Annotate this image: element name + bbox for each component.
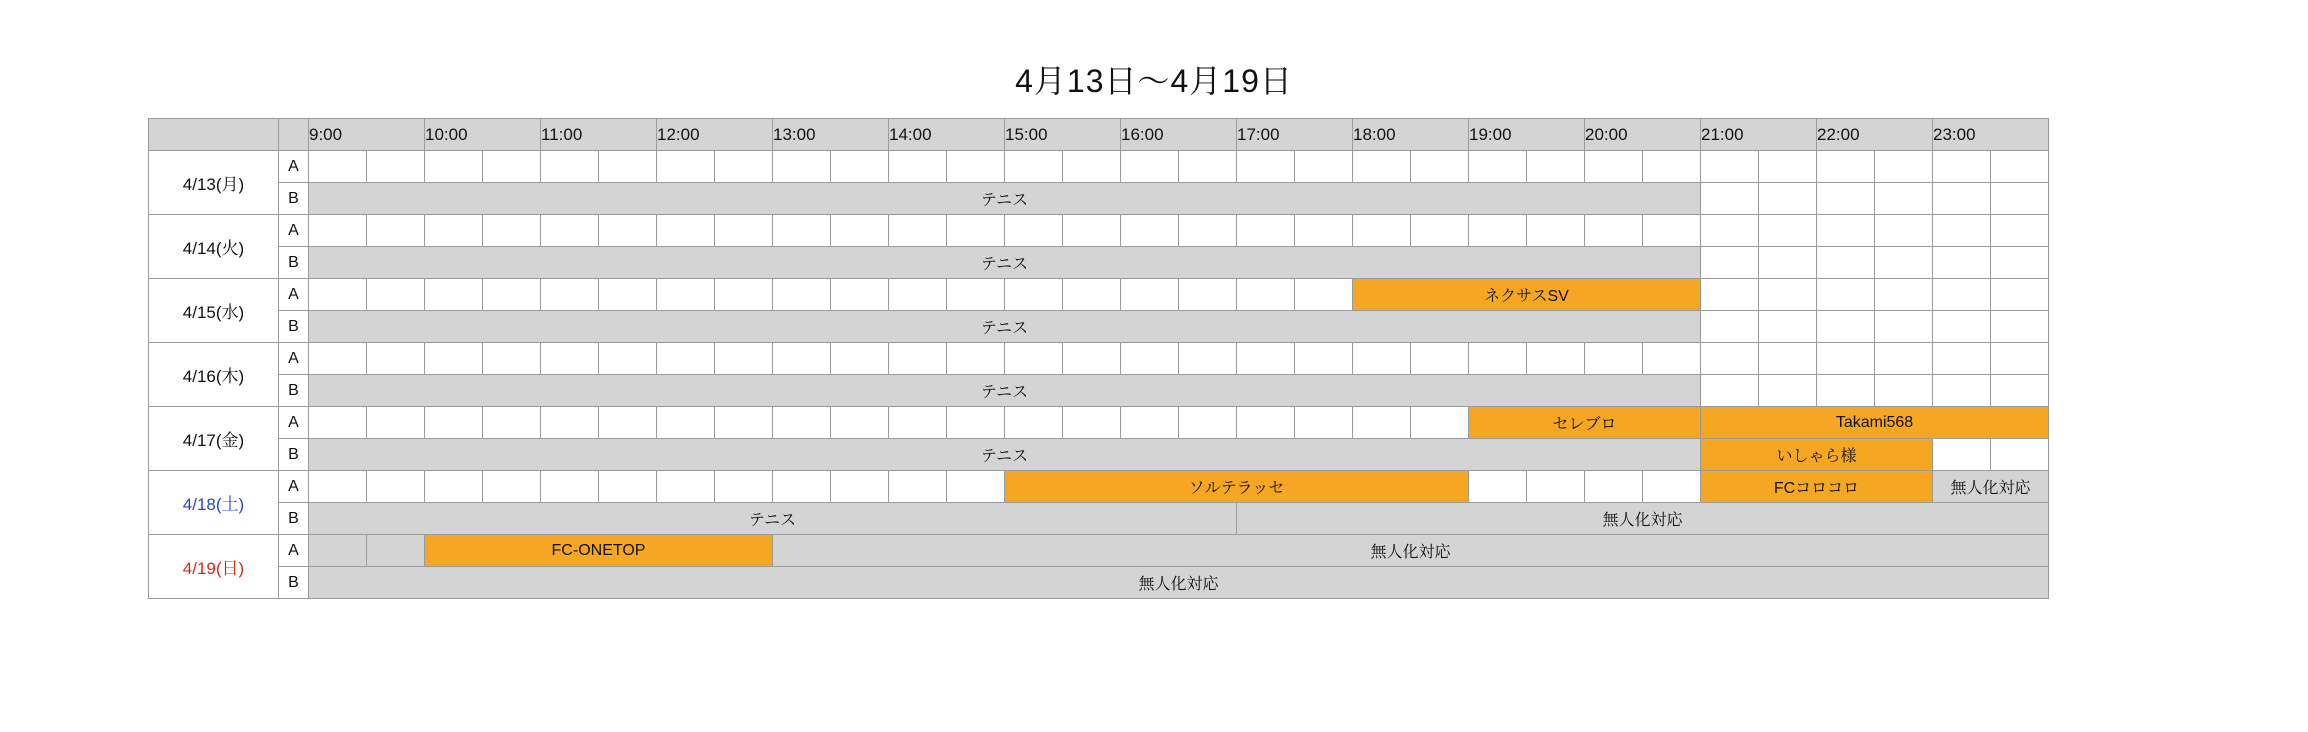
- time-slot[interactable]: [657, 215, 715, 247]
- time-slot[interactable]: [1759, 215, 1817, 247]
- time-slot[interactable]: [1469, 215, 1527, 247]
- time-slot[interactable]: [889, 471, 947, 503]
- time-slot[interactable]: [715, 343, 773, 375]
- closed-block[interactable]: テニス: [309, 375, 1701, 407]
- closed-block[interactable]: テニス: [309, 183, 1701, 215]
- time-slot[interactable]: [1585, 151, 1643, 183]
- time-slot[interactable]: [599, 151, 657, 183]
- table-row: [149, 471, 2049, 503]
- time-header-1100: 11:00: [541, 119, 657, 151]
- time-slot[interactable]: [309, 151, 367, 183]
- time-slot[interactable]: [1469, 471, 1527, 503]
- time-slot[interactable]: [1875, 343, 1933, 375]
- time-slot[interactable]: [1585, 343, 1643, 375]
- time-slot[interactable]: [1121, 215, 1179, 247]
- date-cell: 4/17(金): [149, 407, 279, 471]
- time-slot[interactable]: [483, 471, 541, 503]
- time-slot[interactable]: [541, 343, 599, 375]
- time-slot[interactable]: [1933, 247, 1991, 279]
- time-slot[interactable]: [1353, 215, 1411, 247]
- time-slot[interactable]: [715, 471, 773, 503]
- time-slot[interactable]: [1759, 183, 1817, 215]
- time-slot[interactable]: [1991, 375, 2049, 407]
- time-slot[interactable]: [599, 215, 657, 247]
- time-header-2200: 22:00: [1817, 119, 1933, 151]
- time-slot[interactable]: [657, 471, 715, 503]
- time-slot[interactable]: [541, 471, 599, 503]
- schedule-header: [149, 119, 2049, 151]
- time-slot[interactable]: [1991, 311, 2049, 343]
- time-slot[interactable]: [309, 407, 367, 439]
- time-slot[interactable]: [1237, 215, 1295, 247]
- closed-block[interactable]: 無人化対応: [309, 567, 2049, 599]
- time-slot[interactable]: [1411, 215, 1469, 247]
- time-slot[interactable]: [367, 279, 425, 311]
- time-slot[interactable]: [947, 343, 1005, 375]
- time-slot[interactable]: [657, 279, 715, 311]
- time-slot[interactable]: [831, 407, 889, 439]
- time-slot[interactable]: [425, 151, 483, 183]
- time-slot[interactable]: [1527, 151, 1585, 183]
- time-slot[interactable]: [309, 343, 367, 375]
- time-slot[interactable]: [309, 535, 367, 567]
- time-slot[interactable]: [599, 471, 657, 503]
- time-slot[interactable]: [1005, 343, 1063, 375]
- court-cell: A: [279, 471, 309, 503]
- time-slot[interactable]: [1933, 183, 1991, 215]
- court-cell: B: [279, 183, 309, 215]
- closed-block[interactable]: 無人化対応: [1933, 471, 2049, 503]
- time-slot[interactable]: [1237, 343, 1295, 375]
- time-slot[interactable]: [483, 279, 541, 311]
- time-slot[interactable]: [1701, 151, 1759, 183]
- booking-block[interactable]: FCコロコロ: [1701, 471, 1933, 503]
- time-slot[interactable]: [599, 343, 657, 375]
- time-slot[interactable]: [1179, 343, 1237, 375]
- time-slot[interactable]: [1295, 407, 1353, 439]
- time-slot[interactable]: [1701, 311, 1759, 343]
- time-slot[interactable]: [1585, 471, 1643, 503]
- weekly-schedule-table: [148, 118, 2049, 599]
- time-slot[interactable]: [1817, 151, 1875, 183]
- time-slot[interactable]: [1411, 407, 1469, 439]
- time-slot[interactable]: [367, 407, 425, 439]
- time-slot[interactable]: [1527, 471, 1585, 503]
- time-slot[interactable]: [425, 215, 483, 247]
- time-slot[interactable]: [483, 407, 541, 439]
- time-slot[interactable]: [1179, 151, 1237, 183]
- time-slot[interactable]: [715, 215, 773, 247]
- time-slot[interactable]: [1759, 343, 1817, 375]
- time-header-1900: 19:00: [1469, 119, 1585, 151]
- closed-block[interactable]: テニス: [309, 311, 1701, 343]
- time-slot[interactable]: [541, 279, 599, 311]
- time-slot[interactable]: [889, 407, 947, 439]
- time-slot[interactable]: [1875, 247, 1933, 279]
- time-slot[interactable]: [1933, 439, 1991, 471]
- table-row: [149, 151, 2049, 183]
- time-slot[interactable]: [483, 343, 541, 375]
- booking-block[interactable]: セレブロ: [1469, 407, 1701, 439]
- table-row: [149, 311, 2049, 343]
- time-header-1600: 16:00: [1121, 119, 1237, 151]
- closed-block[interactable]: 無人化対応: [1237, 503, 2049, 535]
- court-cell: B: [279, 567, 309, 599]
- court-cell: A: [279, 343, 309, 375]
- time-slot[interactable]: [1063, 407, 1121, 439]
- time-slot[interactable]: [1759, 279, 1817, 311]
- court-cell: B: [279, 311, 309, 343]
- time-slot[interactable]: [1237, 407, 1295, 439]
- time-slot[interactable]: [1005, 279, 1063, 311]
- table-row: [149, 439, 2049, 471]
- time-slot[interactable]: [1063, 215, 1121, 247]
- time-slot[interactable]: [1643, 215, 1701, 247]
- time-header-1300: 13:00: [773, 119, 889, 151]
- time-slot[interactable]: [1933, 151, 1991, 183]
- court-cell: B: [279, 439, 309, 471]
- court-cell: A: [279, 535, 309, 567]
- time-slot[interactable]: [1063, 279, 1121, 311]
- time-slot[interactable]: [1179, 215, 1237, 247]
- time-slot[interactable]: [1759, 375, 1817, 407]
- time-slot[interactable]: [1991, 343, 2049, 375]
- time-slot[interactable]: [599, 279, 657, 311]
- time-slot[interactable]: [1295, 343, 1353, 375]
- date-cell: 4/15(水): [149, 279, 279, 343]
- time-header-2000: 20:00: [1585, 119, 1701, 151]
- time-slot[interactable]: [831, 151, 889, 183]
- time-slot[interactable]: [1817, 343, 1875, 375]
- time-slot[interactable]: [483, 151, 541, 183]
- booking-block[interactable]: いしゃら様: [1701, 439, 1933, 471]
- time-slot[interactable]: [1817, 215, 1875, 247]
- time-slot[interactable]: [1817, 183, 1875, 215]
- time-header-1800: 18:00: [1353, 119, 1469, 151]
- time-header-1500: 15:00: [1005, 119, 1121, 151]
- time-slot[interactable]: [1817, 247, 1875, 279]
- time-slot[interactable]: [1701, 375, 1759, 407]
- time-header-1700: 17:00: [1237, 119, 1353, 151]
- date-cell: 4/13(月): [149, 151, 279, 215]
- time-slot[interactable]: [1005, 151, 1063, 183]
- time-slot[interactable]: [831, 279, 889, 311]
- time-slot[interactable]: [309, 471, 367, 503]
- time-slot[interactable]: [1933, 375, 1991, 407]
- court-cell: A: [279, 215, 309, 247]
- time-slot[interactable]: [1701, 183, 1759, 215]
- time-slot[interactable]: [1933, 311, 1991, 343]
- table-row: [149, 343, 2049, 375]
- time-slot[interactable]: [1005, 215, 1063, 247]
- schedule-body: [149, 151, 2049, 599]
- time-slot[interactable]: [1469, 343, 1527, 375]
- time-slot[interactable]: [773, 215, 831, 247]
- time-slot[interactable]: [1701, 279, 1759, 311]
- time-header-2300: 23:00: [1933, 119, 2049, 151]
- time-slot[interactable]: [367, 215, 425, 247]
- time-slot[interactable]: [773, 343, 831, 375]
- header-court-corner: [279, 119, 309, 151]
- table-row: [149, 215, 2049, 247]
- time-slot[interactable]: [889, 151, 947, 183]
- closed-block[interactable]: テニス: [309, 439, 1701, 471]
- time-slot[interactable]: [1005, 407, 1063, 439]
- time-slot[interactable]: [1295, 215, 1353, 247]
- time-slot[interactable]: [773, 407, 831, 439]
- time-slot[interactable]: [1759, 247, 1817, 279]
- time-slot[interactable]: [425, 407, 483, 439]
- time-slot[interactable]: [831, 343, 889, 375]
- time-slot[interactable]: [367, 471, 425, 503]
- table-row: [149, 247, 2049, 279]
- date-cell: 4/18(土): [149, 471, 279, 535]
- time-slot[interactable]: [1817, 279, 1875, 311]
- table-row: [149, 375, 2049, 407]
- time-slot[interactable]: [1875, 151, 1933, 183]
- court-cell: A: [279, 407, 309, 439]
- court-cell: A: [279, 151, 309, 183]
- time-header-1200: 12:00: [657, 119, 773, 151]
- time-slot[interactable]: [1643, 471, 1701, 503]
- time-slot[interactable]: [541, 151, 599, 183]
- time-slot[interactable]: [1991, 439, 2049, 471]
- time-slot[interactable]: [1817, 375, 1875, 407]
- time-slot[interactable]: [1991, 183, 2049, 215]
- time-slot[interactable]: [715, 151, 773, 183]
- time-slot[interactable]: [1701, 247, 1759, 279]
- date-cell: 4/16(木): [149, 343, 279, 407]
- time-header-2100: 21:00: [1701, 119, 1817, 151]
- table-row: [149, 407, 2049, 439]
- page-title: 4月13日〜4月19日: [1015, 63, 1293, 99]
- table-row: [149, 535, 2049, 567]
- time-header-1000: 10:00: [425, 119, 541, 151]
- time-slot[interactable]: [1295, 151, 1353, 183]
- time-slot[interactable]: [1991, 247, 2049, 279]
- time-slot[interactable]: [773, 151, 831, 183]
- time-slot[interactable]: [425, 471, 483, 503]
- time-slot[interactable]: [1933, 215, 1991, 247]
- time-slot[interactable]: [599, 407, 657, 439]
- booking-block[interactable]: ネクサスSV: [1353, 279, 1701, 311]
- time-slot[interactable]: [715, 279, 773, 311]
- table-row: [149, 503, 2049, 535]
- time-slot[interactable]: [947, 407, 1005, 439]
- time-slot[interactable]: [831, 215, 889, 247]
- time-slot[interactable]: [309, 279, 367, 311]
- time-slot[interactable]: [1353, 151, 1411, 183]
- time-slot[interactable]: [541, 215, 599, 247]
- closed-block[interactable]: 無人化対応: [773, 535, 2049, 567]
- time-slot[interactable]: [657, 407, 715, 439]
- time-slot[interactable]: [1353, 343, 1411, 375]
- court-cell: B: [279, 375, 309, 407]
- time-slot[interactable]: [367, 535, 425, 567]
- time-slot[interactable]: [1585, 215, 1643, 247]
- time-slot[interactable]: [1295, 279, 1353, 311]
- time-slot[interactable]: [1527, 215, 1585, 247]
- time-slot[interactable]: [1933, 279, 1991, 311]
- time-slot[interactable]: [1643, 343, 1701, 375]
- time-slot[interactable]: [1353, 407, 1411, 439]
- time-slot[interactable]: [657, 343, 715, 375]
- time-slot[interactable]: [425, 343, 483, 375]
- time-slot[interactable]: [1237, 279, 1295, 311]
- time-slot[interactable]: [367, 343, 425, 375]
- time-slot[interactable]: [947, 215, 1005, 247]
- time-slot[interactable]: [1875, 215, 1933, 247]
- table-row: [149, 183, 2049, 215]
- time-slot[interactable]: [1121, 151, 1179, 183]
- time-slot[interactable]: [773, 279, 831, 311]
- time-slot[interactable]: [715, 407, 773, 439]
- time-slot[interactable]: [1701, 215, 1759, 247]
- time-slot[interactable]: [1759, 311, 1817, 343]
- time-slot[interactable]: [1817, 311, 1875, 343]
- time-slot[interactable]: [1063, 343, 1121, 375]
- time-slot[interactable]: [1875, 311, 1933, 343]
- time-slot[interactable]: [1237, 151, 1295, 183]
- closed-block[interactable]: テニス: [309, 247, 1701, 279]
- time-slot[interactable]: [1875, 375, 1933, 407]
- time-slot[interactable]: [1875, 279, 1933, 311]
- time-slot[interactable]: [1063, 151, 1121, 183]
- time-slot[interactable]: [1469, 151, 1527, 183]
- time-slot[interactable]: [889, 215, 947, 247]
- time-slot[interactable]: [1991, 215, 2049, 247]
- time-header-1400: 14:00: [889, 119, 1005, 151]
- time-slot[interactable]: [1643, 151, 1701, 183]
- booking-block[interactable]: ソルテラッセ: [1005, 471, 1469, 503]
- time-slot[interactable]: [1991, 151, 2049, 183]
- court-cell: B: [279, 247, 309, 279]
- time-slot[interactable]: [541, 407, 599, 439]
- court-cell: B: [279, 503, 309, 535]
- time-slot[interactable]: [1411, 343, 1469, 375]
- table-row: [149, 279, 2049, 311]
- header-date-corner: [149, 119, 279, 151]
- time-slot[interactable]: [1875, 183, 1933, 215]
- time-slot[interactable]: [309, 215, 367, 247]
- time-slot[interactable]: [657, 151, 715, 183]
- time-slot[interactable]: [1121, 407, 1179, 439]
- time-header-row: [149, 119, 2049, 151]
- schedule-table-wrapper: [148, 118, 2049, 599]
- time-slot[interactable]: [1701, 343, 1759, 375]
- time-slot[interactable]: [1527, 343, 1585, 375]
- time-slot[interactable]: [1759, 151, 1817, 183]
- time-slot[interactable]: [889, 279, 947, 311]
- time-slot[interactable]: [889, 343, 947, 375]
- date-cell: 4/19(日): [149, 535, 279, 599]
- date-cell: 4/14(火): [149, 215, 279, 279]
- court-cell: A: [279, 279, 309, 311]
- table-row: [149, 567, 2049, 599]
- time-slot[interactable]: [425, 279, 483, 311]
- time-header-900: 9:00: [309, 119, 425, 151]
- time-slot[interactable]: [947, 471, 1005, 503]
- time-slot[interactable]: [947, 151, 1005, 183]
- time-slot[interactable]: [483, 215, 541, 247]
- booking-block[interactable]: FC-ONETOP: [425, 535, 773, 567]
- time-slot[interactable]: [773, 471, 831, 503]
- time-slot[interactable]: [1179, 407, 1237, 439]
- time-slot[interactable]: [1179, 279, 1237, 311]
- closed-block[interactable]: テニス: [309, 503, 1237, 535]
- time-slot[interactable]: [1121, 279, 1179, 311]
- time-slot[interactable]: [947, 279, 1005, 311]
- time-slot[interactable]: [367, 151, 425, 183]
- time-slot[interactable]: [1411, 151, 1469, 183]
- time-slot[interactable]: [1933, 343, 1991, 375]
- time-slot[interactable]: [1991, 279, 2049, 311]
- time-slot[interactable]: [1121, 343, 1179, 375]
- time-slot[interactable]: [831, 471, 889, 503]
- booking-block[interactable]: Takami568: [1701, 407, 2049, 439]
